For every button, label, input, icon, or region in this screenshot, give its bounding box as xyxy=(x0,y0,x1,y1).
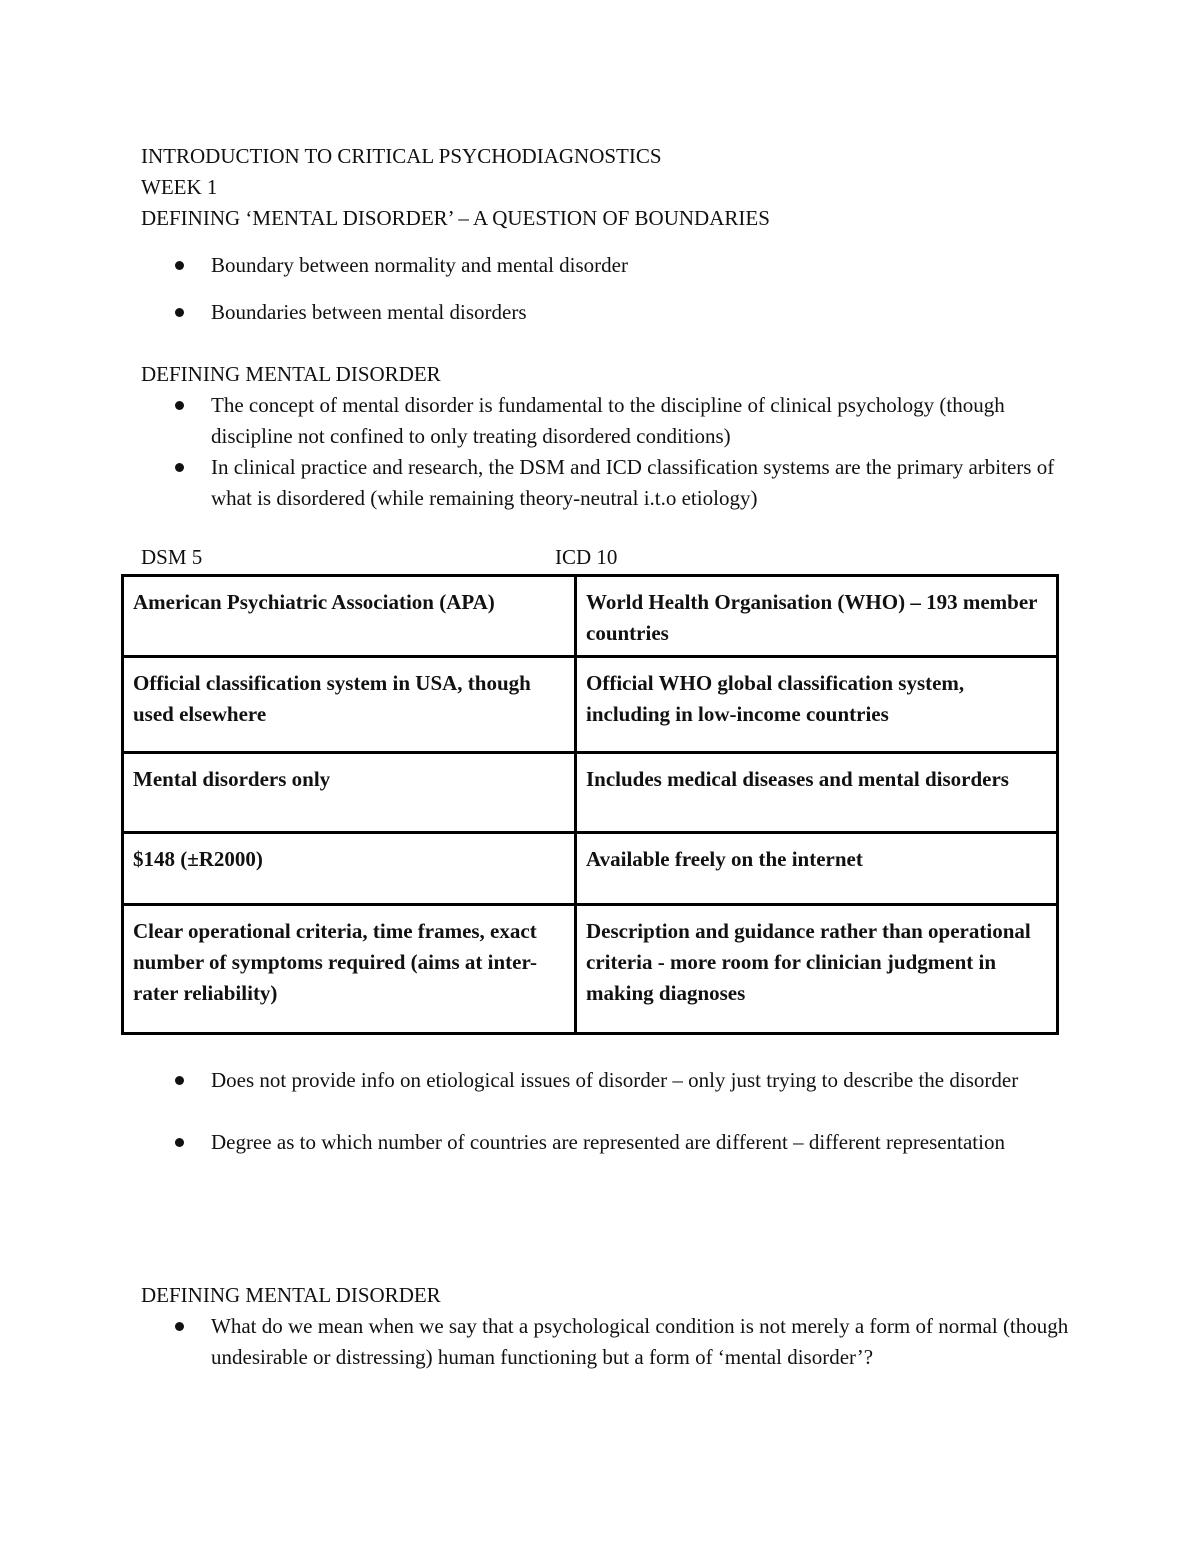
table-row xyxy=(123,905,1058,1034)
table-cell-icd: World Health Organisation (WHO) – 193 member countries xyxy=(576,576,1058,657)
list-item xyxy=(211,1065,1071,1096)
comparison-table xyxy=(121,574,1059,1035)
bullet-icon xyxy=(175,1138,184,1147)
table-row xyxy=(123,576,1058,657)
list-item xyxy=(211,390,1071,452)
table-cell-dsm: American Psychiatric Association (APA) xyxy=(123,576,576,657)
bullet-icon xyxy=(175,1076,184,1085)
bullet-icon xyxy=(175,1322,184,1331)
icd-column-label: ICD 10 xyxy=(555,545,618,569)
list-item xyxy=(211,1127,1071,1158)
list-item-text: What do we mean when we say that a psychological condition is not merely a form of normal (though undesirable or distressing) human functioning but a form of ‘mental disorder’? xyxy=(211,1314,1069,1369)
list-item-text: Does not provide info on etiological issues of disorder – only just trying to describe the disorder xyxy=(211,1068,1019,1092)
table-cell-icd: Description and guidance rather than operational criteria - more room for clinician judgment in making diagnoses xyxy=(576,905,1058,1034)
dsm-column-label: DSM 5 xyxy=(141,545,203,569)
section-heading: DEFINING MENTAL DISORDER xyxy=(141,1283,441,1307)
list-item-text: Degree as to which number of countries are represented are different – different representation xyxy=(211,1130,1005,1154)
list-item xyxy=(211,1311,1071,1373)
bullet-icon xyxy=(175,463,184,472)
list-item xyxy=(211,297,1071,328)
bullet-icon xyxy=(175,261,184,270)
list-item-text: Boundary between normality and mental disorder xyxy=(211,253,628,277)
list-item-text: Boundaries between mental disorders xyxy=(211,300,527,324)
bullet-icon xyxy=(175,308,184,317)
table-row xyxy=(123,657,1058,753)
table-cell-icd: Official WHO global classification system, including in low-income countries xyxy=(576,657,1058,753)
table-cell-icd: Includes medical diseases and mental disorders xyxy=(576,753,1058,833)
list-item-text: The concept of mental disorder is fundamental to the discipline of clinical psychology (though discipline not confined to only treating disordered conditions) xyxy=(211,393,1005,448)
list-item xyxy=(211,250,1071,281)
table-cell-dsm: Official classification system in USA, though used elsewhere xyxy=(123,657,576,753)
table-cell-dsm: Mental disorders only xyxy=(123,753,576,833)
section-heading: DEFINING MENTAL DISORDER xyxy=(141,362,441,386)
table-cell-dsm: Clear operational criteria, time frames, exact number of symptoms required (aims at inter-rater reliability) xyxy=(123,905,576,1034)
list-item xyxy=(211,452,1071,514)
list-item-text: In clinical practice and research, the DSM and ICD classification systems are the primary arbiters of what is disordered (while remaining theory-neutral i.t.o etiology) xyxy=(211,455,1055,510)
table-row xyxy=(123,833,1058,905)
table-row xyxy=(123,753,1058,833)
table-cell-icd: Available freely on the internet xyxy=(576,833,1058,905)
bullet-icon xyxy=(175,401,184,410)
topic-heading: DEFINING ‘MENTAL DISORDER’ – A QUESTION OF BOUNDARIES xyxy=(141,206,770,230)
table-cell-dsm: $148 (±R2000) xyxy=(123,833,576,905)
week-label: WEEK 1 xyxy=(141,175,218,199)
course-title: INTRODUCTION TO CRITICAL PSYCHODIAGNOSTICS xyxy=(141,144,662,168)
